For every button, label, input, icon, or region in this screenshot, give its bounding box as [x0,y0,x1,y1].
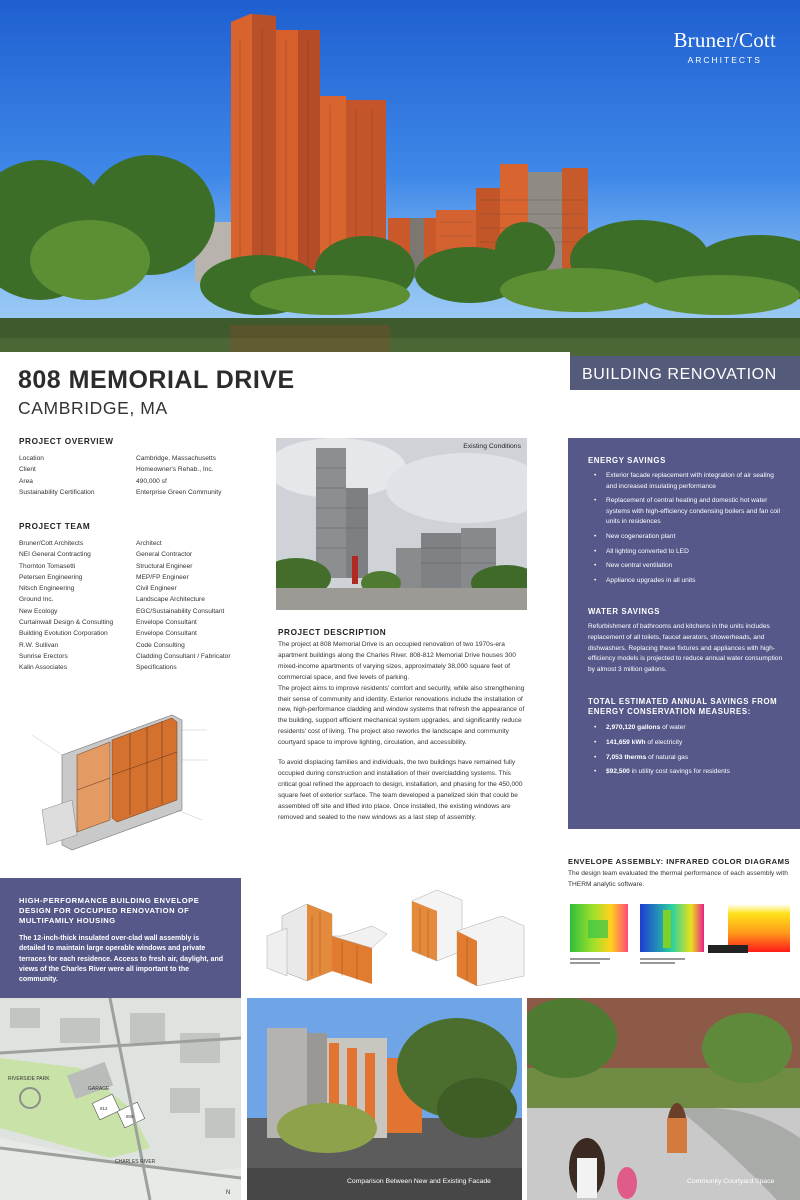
wall-assembly-diagram [22,700,242,860]
infrared-section [568,857,800,890]
totals-value: 141,659 kWh [606,738,646,746]
team-table [19,538,259,674]
infrared-text: The design team evaluated the thermal performance of each assembly with THERM analytic software. [568,870,788,888]
list-item: • New central ventilation [588,561,784,572]
envelope-panel [0,878,241,998]
site-label-park: RIVERSIDE PARK [8,1076,50,1082]
hero-photo [0,0,800,390]
totals-text: of electricity [645,738,683,746]
overview-value: Enterprise Green Community [136,488,222,496]
envelope-heading: HIGH-PERFORMANCE BUILDING ENVELOPE DESIGN FOR OCCUPIED RENOVATION OF MULTIFAMILY HOUSING [19,896,200,925]
existing-caption: Existing Conditions [463,443,521,450]
team-member: Nitsch Engineering [19,585,75,593]
team-member: Petersen Engineering [19,573,83,581]
site-label-812: 812 [100,1106,108,1111]
overview-heading: PROJECT OVERVIEW [19,437,114,446]
existing-illustration [276,438,527,610]
description-paragraph: To avoid displacing families and individuals, the two buildings have remained fully occupied during construction and installation of their overcladding systems. This critical goal refined the approach to design, installation, and phasing for the 450,000 square feet of exterior surface. The team developed a panelized skin that could be assembled off site and lifted into place. Once installed, the existing windows are removed and sealed to the new windows as a last step of assembly. [278,759,523,821]
site-label-808: 808 [126,1114,134,1119]
category-label: BUILDING RENOVATION [582,366,777,383]
courtyard-photo [527,998,800,1200]
team-member: NEI General Contracting [19,551,91,559]
courtyard-illustration [527,998,800,1200]
team-member: Thornton Tomasetti [19,562,76,570]
team-role: Architect [136,540,162,547]
team-role: Envelope Consultant [136,619,197,627]
savings-panel [568,438,800,829]
overview-value: Homeowner's Rehab., Inc. [136,466,214,474]
list-item: • Replacement of central heating and domestic hot water systems with high-efficiency condensing boilers and fan coil units in residences [588,496,784,528]
list-item [588,738,784,749]
list-item [588,767,784,778]
team-role: Specifications [136,664,177,672]
totals-value: 2,970,120 gallons [606,724,661,732]
team-member: Ground Inc. [19,596,54,604]
totals-value: 7,053 therms [606,753,647,761]
site-label-garage: GARAGE [88,1086,110,1092]
project-team [19,522,259,674]
team-member: Building Evolution Corporation [19,630,108,638]
list-item: • All lighting converted to LED [588,547,784,558]
team-heading: PROJECT TEAM [19,522,91,531]
facade-comparison-photo [247,998,522,1200]
team-member: Kalin Associates [19,664,68,672]
overview-key: Area [19,477,33,485]
brand-name: Bruner/Cott [673,28,776,52]
project-overview [19,437,259,498]
site-label-river: CHARLES RIVER [115,1159,156,1165]
totals-text: of water [660,724,686,732]
overview-value: Cambridge, Massachusetts [136,455,216,462]
page-subtitle: CAMBRIDGE, MA [18,398,168,418]
water-heading: WATER SAVINGS [588,607,661,617]
water-text: Refurbishment of bathrooms and kitchens in the units includes replacement of all toilets, faucet aerators, showerheads, and dishwashers. Replacing these fixtures and appliances with high-efficiency models is projected to reduce annual water consumption by almost 3 million gallons. [588,623,783,673]
list-item: • Exterior facade replacement with integration of air sealing and increased insulating performance [588,471,784,492]
totals-value: $92,500 [606,768,630,776]
north-arrow: N [226,1190,231,1196]
team-role: EGC/Sustainability Consultant [136,607,225,615]
energy-heading: ENERGY SAVINGS [588,456,666,465]
team-role: MEP/FP Engineer [136,573,189,581]
description-paragraph: The project at 808 Memorial Drive is an occupied renovation of two 1970s-era apartment buildings along the Charles River. 808-812 Memorial Drive houses 300 mixed-income apartments of varying sizes, approximately 38,000 square feet of commercial space, and five levels of parking. [278,641,516,681]
team-member: Sunrise Erectors [19,652,68,660]
totals-heading: TOTAL ESTIMATED ANNUAL SAVINGS FROM ENERGY CONSERVATION MEASURES: [588,697,778,717]
overview-value: 490,000 sf [136,477,167,485]
site-plan-map [0,998,241,1200]
infrared-heading: ENVELOPE ASSEMBLY: INFRARED COLOR DIAGRAMS [568,857,790,866]
team-role: Code Consulting [136,641,185,649]
list-item [588,723,784,734]
team-member: Curtainwall Design & Consulting [19,619,114,627]
overview-key: Location [19,455,44,462]
energy-list [588,471,784,586]
description-heading: PROJECT DESCRIPTION [278,628,387,637]
team-role: General Contractor [136,551,193,559]
team-role: Envelope Consultant [136,630,197,638]
description-paragraph: The project aims to improve residents' comfort and security, while also strengthening their sense of community and identity. Exterior renovations include the installation of new, high-performance cladding and window systems that refresh the appearance of the building, support efficient mechanical system upgrades, and significantly reduce residents' cost of living. The project also reworks the landscape and community courtyard space to improve lighting, circulation, and accessibility. [278,684,525,747]
totals-text: of natural gas [646,753,689,761]
existing-conditions-photo [276,438,527,610]
team-member: New Ecology [19,607,58,615]
brand-logo [673,28,776,65]
facade-caption: Comparison Between New and Existing Facade [347,1178,491,1185]
building-models-diagram [262,876,528,986]
list-item [588,753,784,764]
site-plan [0,998,241,1200]
list-item: • Appliance upgrades in all units [588,576,784,587]
courtyard-caption: Community Courtyard Space [687,1178,775,1185]
team-role: Structural Engineer [136,562,193,570]
page-title: 808 MEMORIAL DRIVE [18,366,295,394]
envelope-text: The 12-inch-thick insulated over-clad wall assembly is detailed to maintain large operable windows and private terraces for each residence. Access to fresh air, daylight, and views of the Charles River were all important to the community. [19,935,223,984]
overview-key: Sustainability Certification [19,488,95,496]
team-role: Landscape Architecture [136,596,205,604]
project-description [278,628,530,824]
totals-list [588,723,784,777]
totals-text: in utility cost savings for residents [629,768,730,776]
infrared-diagrams [568,900,800,970]
overview-table [19,453,259,498]
team-role: Cladding Consultant / Fabricator [136,652,231,660]
team-role: Civil Engineer [136,585,177,593]
overview-key: Client [19,466,36,474]
facade-illustration [247,998,522,1200]
title-card [0,352,570,430]
list-item: • New cogeneration plant [588,532,784,543]
brand-sub: ARCHITECTS [687,55,762,65]
team-member: R.W. Sullivan [19,641,59,649]
team-member: Bruner/Cott Architects [19,540,84,547]
